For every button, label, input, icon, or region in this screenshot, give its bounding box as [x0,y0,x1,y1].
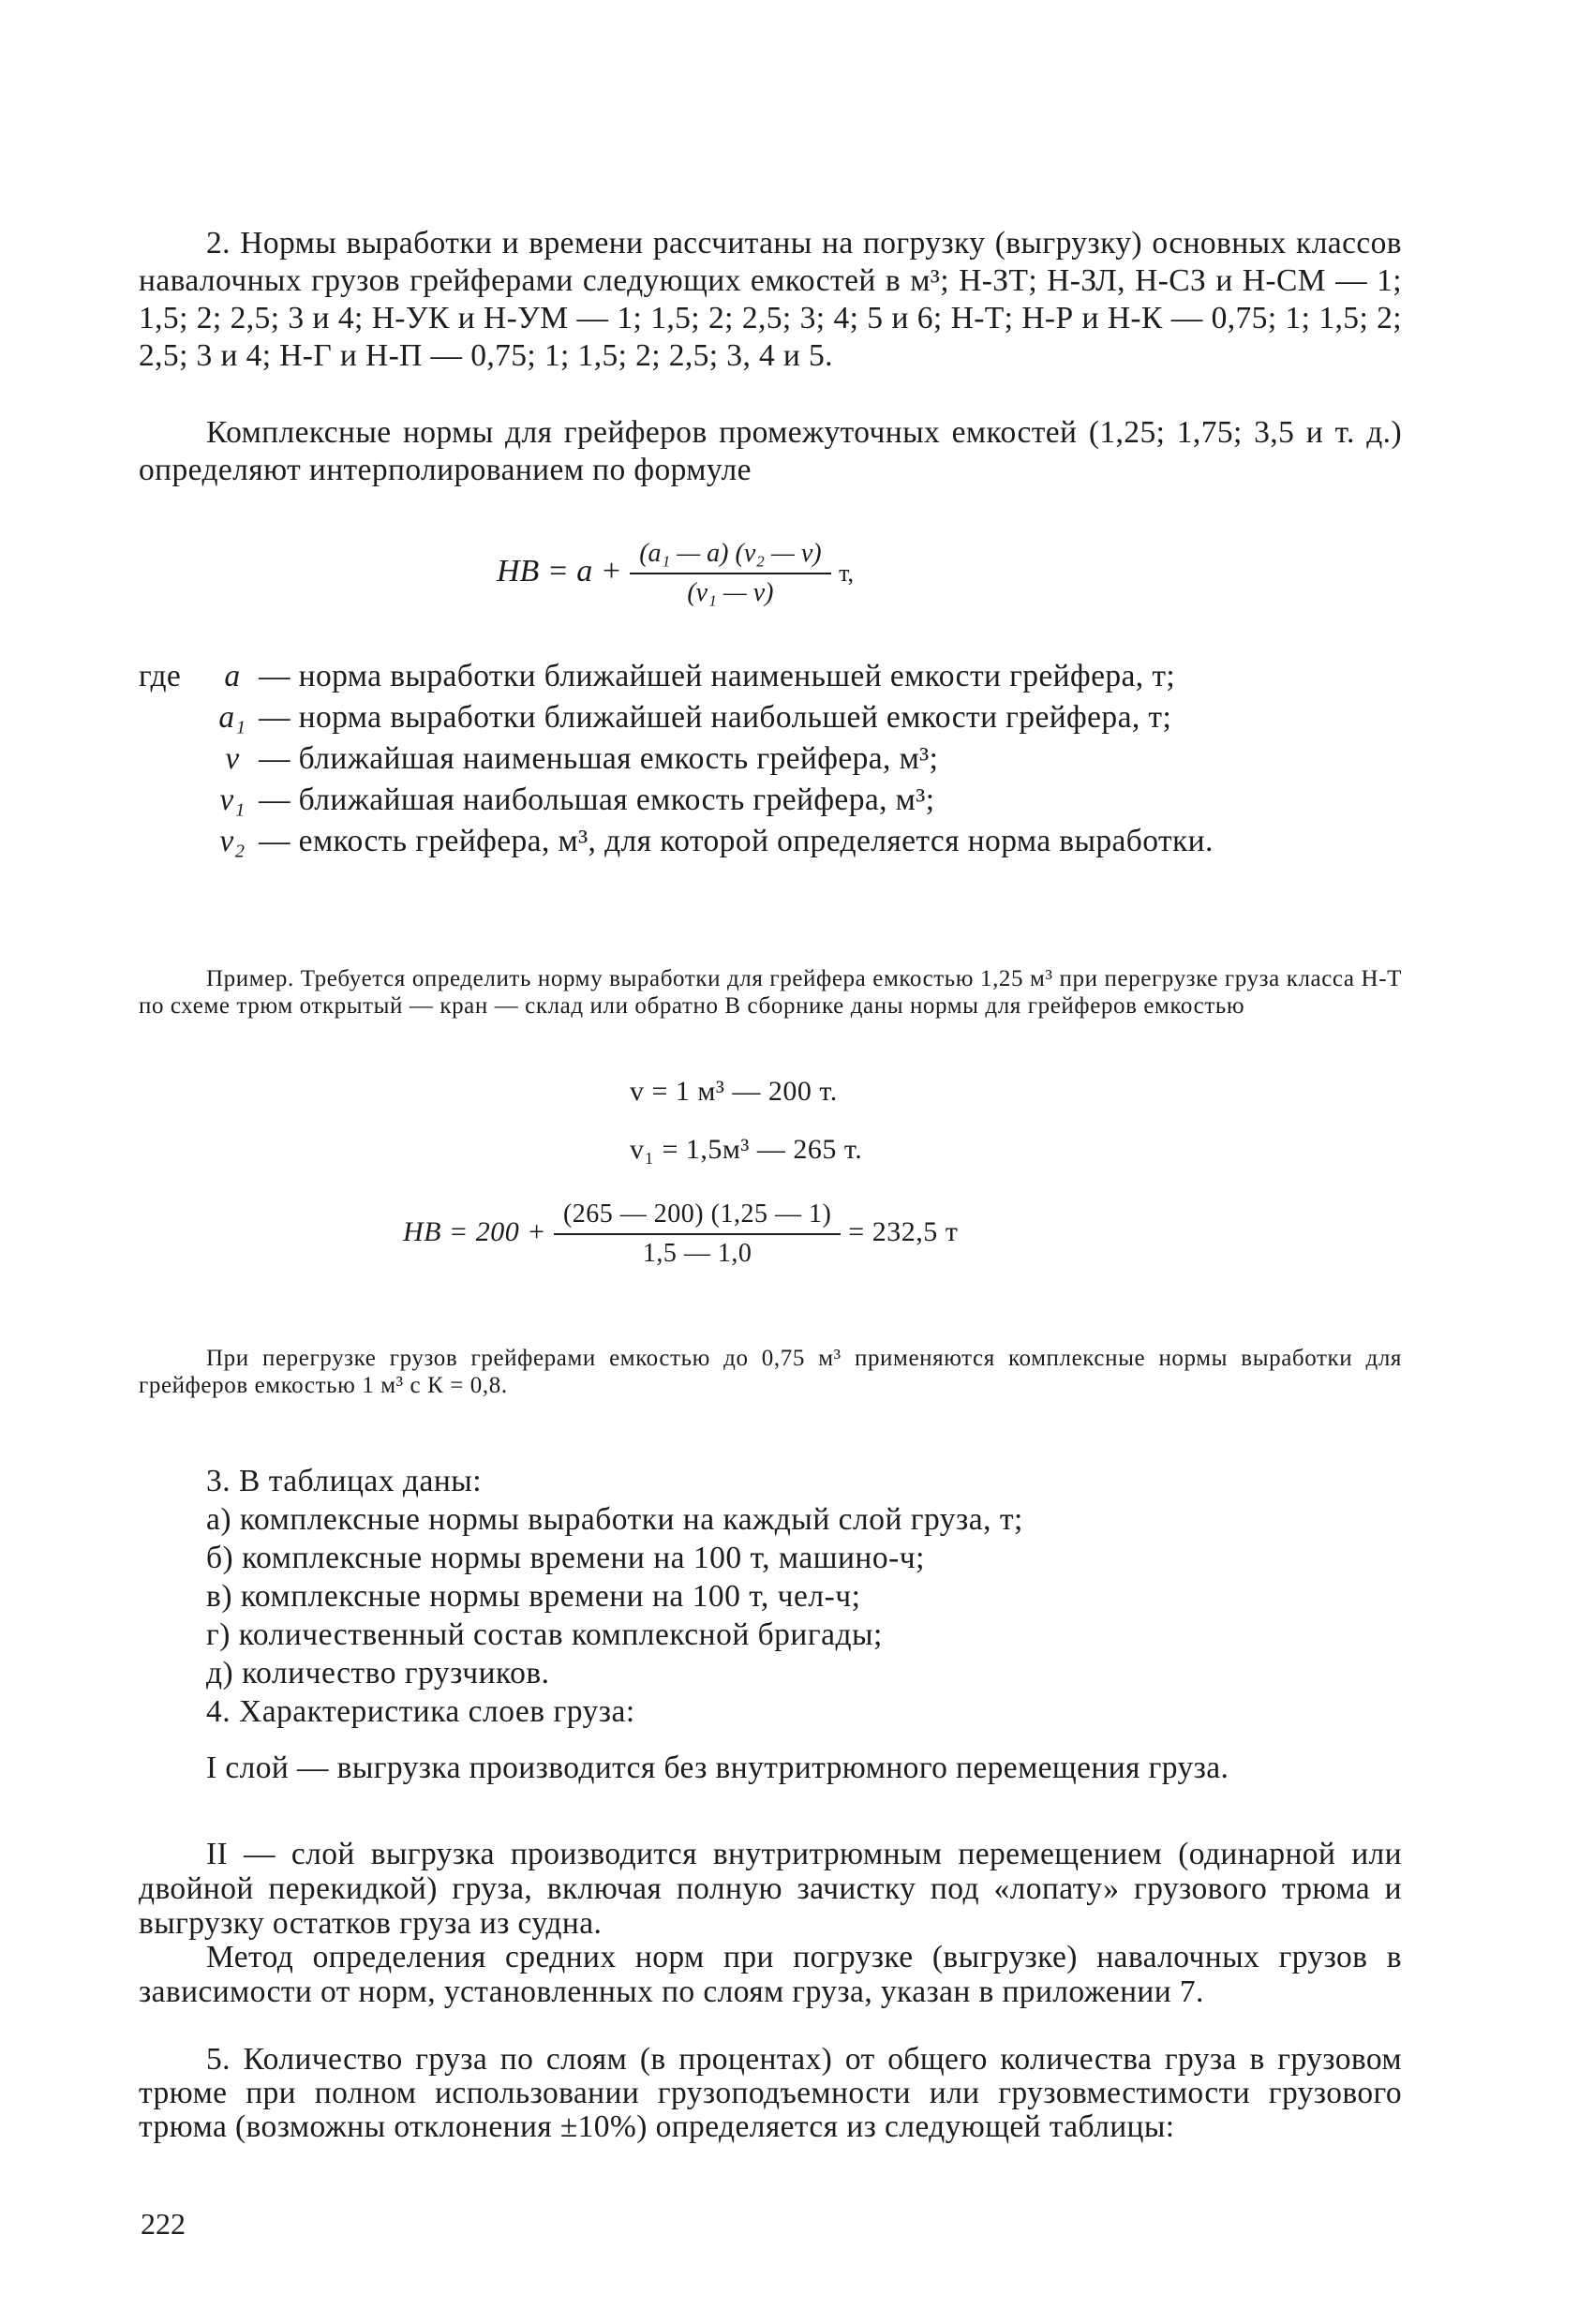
definition-symbol: v₁ [219,782,246,817]
list-item: г) количественный состав комплексной бригады; [206,1617,883,1652]
calc-line-2: v₁ = 1,5м³ — 265 т. [630,1134,863,1165]
calc-denominator: 1,5 — 1,0 [642,1239,752,1268]
definitions-list [139,656,1402,862]
method-paragraph: Метод определения средних норм при погрузке (выгрузке) навалочных грузов в зависимости от норм, установленных по слоям груза, указан в приложении 7. [139,1940,1402,2009]
section-4-title: 4. Характеристика слоев груза: [206,1694,635,1729]
note-paragraph: При перегрузке грузов грейферами емкостью до 0,75 м³ применяются комплексные нормы выработки для грейферов емкостью 1 м³ с К = 0,8. [139,1346,1402,1398]
layer-1-paragraph: I слой — выгрузка производится без внутритрюмного перемещения груза. [206,1750,1229,1785]
layer-2-paragraph: II — слой выгрузка производится внутритрюмным перемещением (одинарной или двойной перекидкой) груза, включая полную зачистку под «лопату» грузового трюма и выгрузку остатков груза из судна. [139,1837,1402,1941]
definition-row [139,697,1402,738]
definition-text: — норма выработки ближайшей наименьшей емкости грейфера, т; [259,659,1176,693]
list-item: в) комплексные нормы времени на 100 т, чел-ч; [206,1579,861,1614]
calc-line-1: v = 1 м³ — 200 т. [630,1076,838,1107]
list-item: а) комплексные нормы выработки на каждый слой груза, т; [206,1502,1023,1537]
definitions-lead: где [139,659,182,693]
formula-numerator: (а₁ — а) (v₂ — v) [630,539,830,574]
paragraph-2: 2. Нормы выработки и времени рассчитаны на погрузку (выгрузку) основных классов навалочных грузов грейферами следующих емкостей в м³; Н-ЗТ; Н-ЗЛ, Н-СЗ и Н-СМ — 1; 1,5; 2; 2,5; 3 и 4; Н-УК и Н-УМ — 1; 1,5; 2; 2,5; 3; 4; 5 и 6; Н-Т; Н-Р и Н-К — 0,75; 1; 1,5; 2; 2,5; 3 и 4; Н-Г и Н-П — 0,75; 1; 1,5; 2; 2,5; 3, 4 и 5. [139,226,1402,373]
paragraph-5: 5. Количество груза по слоям (в процентах) от общего количества груза в грузовом трюме при полном использовании грузоподъемности или грузовместимости грузового трюма (возможны отклонения ±10%) определяется из следующей таблицы: [139,2042,1402,2144]
definition-text: — норма выработки ближайшей наибольшей емкости грейфера, т; [259,700,1172,735]
list-item: д) количество грузчиков. [206,1656,550,1691]
definition-row [139,738,1402,780]
calc-left: НВ = 200 + [403,1215,546,1247]
calc-result: = 232,5 т [848,1215,959,1247]
calc-fraction [554,1199,841,1269]
interpolation-formula [497,539,854,608]
definition-symbol: v [225,741,240,776]
definition-text: — емкость грейфера, м³, для которой определяется норма выработки. [259,824,1214,858]
paragraph-complex-norms: Комплексные нормы для грейферов промежуточных емкостей (1,25; 1,75; 3,5 и т. д.) определяют интерполированием по формуле [139,415,1402,487]
definition-text: — ближайшая наименьшая емкость грейфера, м³; [259,741,939,776]
calc-formula [403,1199,958,1269]
formula-fraction [630,539,830,608]
section-3-title: 3. В таблицах даны: [206,1464,483,1498]
definition-row [139,780,1402,821]
list-item: б) комплексные нормы времени на 100 т, машино-ч; [206,1541,925,1575]
definition-symbol: а₁ [218,700,246,735]
calc-numerator: (265 — 200) (1,25 — 1) [554,1199,841,1235]
section-3 [139,1462,1402,1731]
page-number: 222 [141,2207,186,2241]
definition-text: — ближайшая наибольшая емкость грейфера, м³; [259,782,935,817]
example-paragraph: Пример. Требуется определить норму выработки для грейфера емкостью 1,25 м³ при перегрузке груза класса Н-Т по схеме трюм открытый — кран — склад или обратно В сборнике даны нормы для грейферов емкостью [139,966,1402,1019]
formula-left: НВ = а + [497,553,622,588]
definition-symbol: v₂ [219,824,246,858]
definition-row [139,821,1402,862]
definition-row [139,656,1402,697]
formula-denominator: (v₁ — v) [687,578,774,607]
formula-unit: т, [839,559,855,587]
definition-symbol: а [224,659,241,693]
